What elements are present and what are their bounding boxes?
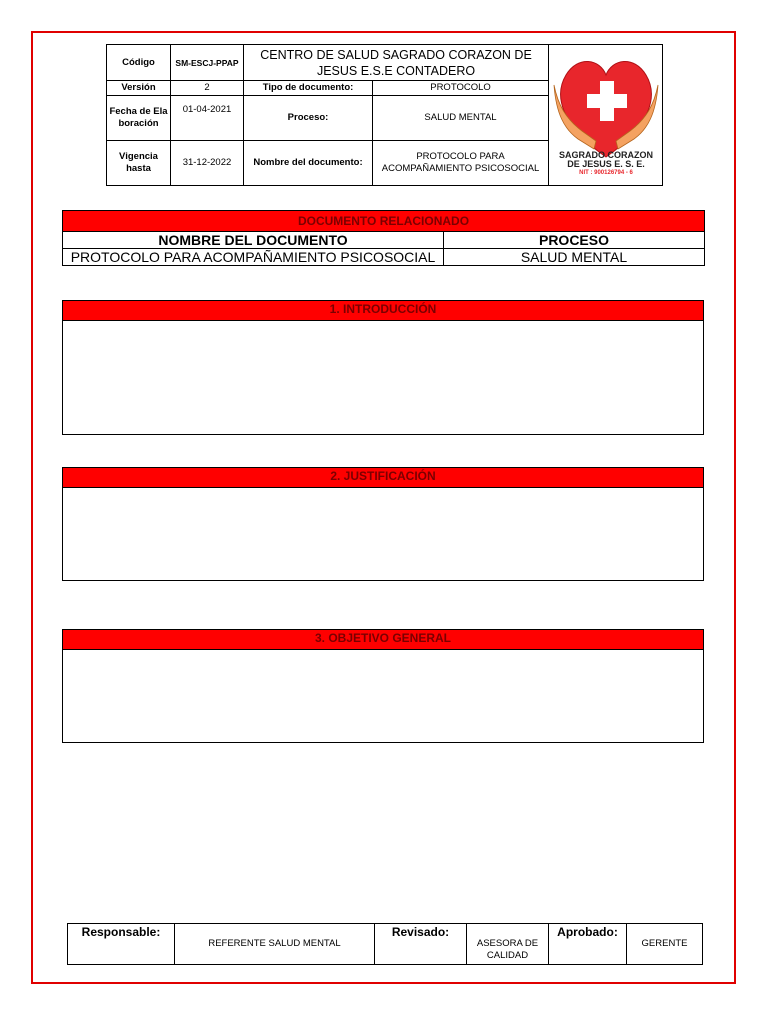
tipo-label: Tipo de documento: — [244, 81, 373, 96]
vigencia-label: Vigencia hasta — [107, 141, 171, 186]
revisado-label: Revisado: — [375, 924, 467, 965]
logo-nit: NIT : 900126794 - 6 — [578, 170, 633, 176]
revisado-value: ASESORA DE CALIDAD — [467, 924, 549, 965]
fecha-value: 01-04-2021 — [171, 95, 244, 141]
organization-name: CENTRO DE SALUD SAGRADO CORAZON DE JESUS E.S.E CONTADERO — [244, 45, 549, 81]
nombre-label: Nombre del documento: — [244, 141, 373, 186]
responsable-value: REFERENTE SALUD MENTAL — [175, 924, 375, 965]
col-document-name: NOMBRE DEL DOCUMENTO — [63, 232, 444, 249]
nombre-value: PROTOCOLO PARA ACOMPAÑAMIENTO PSICOSOCIAL — [373, 141, 549, 186]
heart-hands-logo-icon — [550, 45, 662, 181]
logo — [549, 45, 663, 186]
related-doc-name: PROTOCOLO PARA ACOMPAÑAMIENTO PSICOSOCIAL — [63, 249, 444, 266]
tipo-value: PROTOCOLO — [373, 81, 549, 96]
section-justificacion — [62, 467, 704, 581]
fecha-label: Fecha de Elaboración — [107, 95, 171, 141]
logo-line1: SAGRADO CORAZON — [558, 150, 653, 160]
version-value: 2 — [171, 81, 244, 96]
codigo-value: SM-ESCJ-PPAP — [171, 45, 244, 81]
proceso-label: Proceso: — [244, 95, 373, 141]
version-label: Versión — [107, 81, 171, 96]
section-title: 2. JUSTIFICACIÓN — [63, 468, 703, 488]
related-document-table — [62, 210, 704, 266]
document-header — [106, 44, 662, 182]
aprobado-value: GERENTE — [627, 924, 703, 965]
logo-line2: DE JESUS E. S. E. — [566, 159, 645, 169]
section-title: 3. OBJETIVO GENERAL — [63, 630, 703, 650]
section-introduccion — [62, 300, 704, 435]
codigo-label: Código — [107, 45, 171, 81]
responsable-label: Responsable: — [68, 924, 175, 965]
proceso-value: SALUD MENTAL — [373, 95, 549, 141]
section-objetivo-general — [62, 629, 704, 743]
section-title: 1. INTRODUCCIÓN — [63, 301, 703, 321]
related-doc-process: SALUD MENTAL — [444, 249, 705, 266]
aprobado-label: Aprobado: — [549, 924, 627, 965]
vigencia-value: 31-12-2022 — [171, 141, 244, 186]
approval-footer — [67, 923, 702, 965]
related-title: DOCUMENTO RELACIONADO — [63, 211, 705, 232]
col-process: PROCESO — [444, 232, 705, 249]
